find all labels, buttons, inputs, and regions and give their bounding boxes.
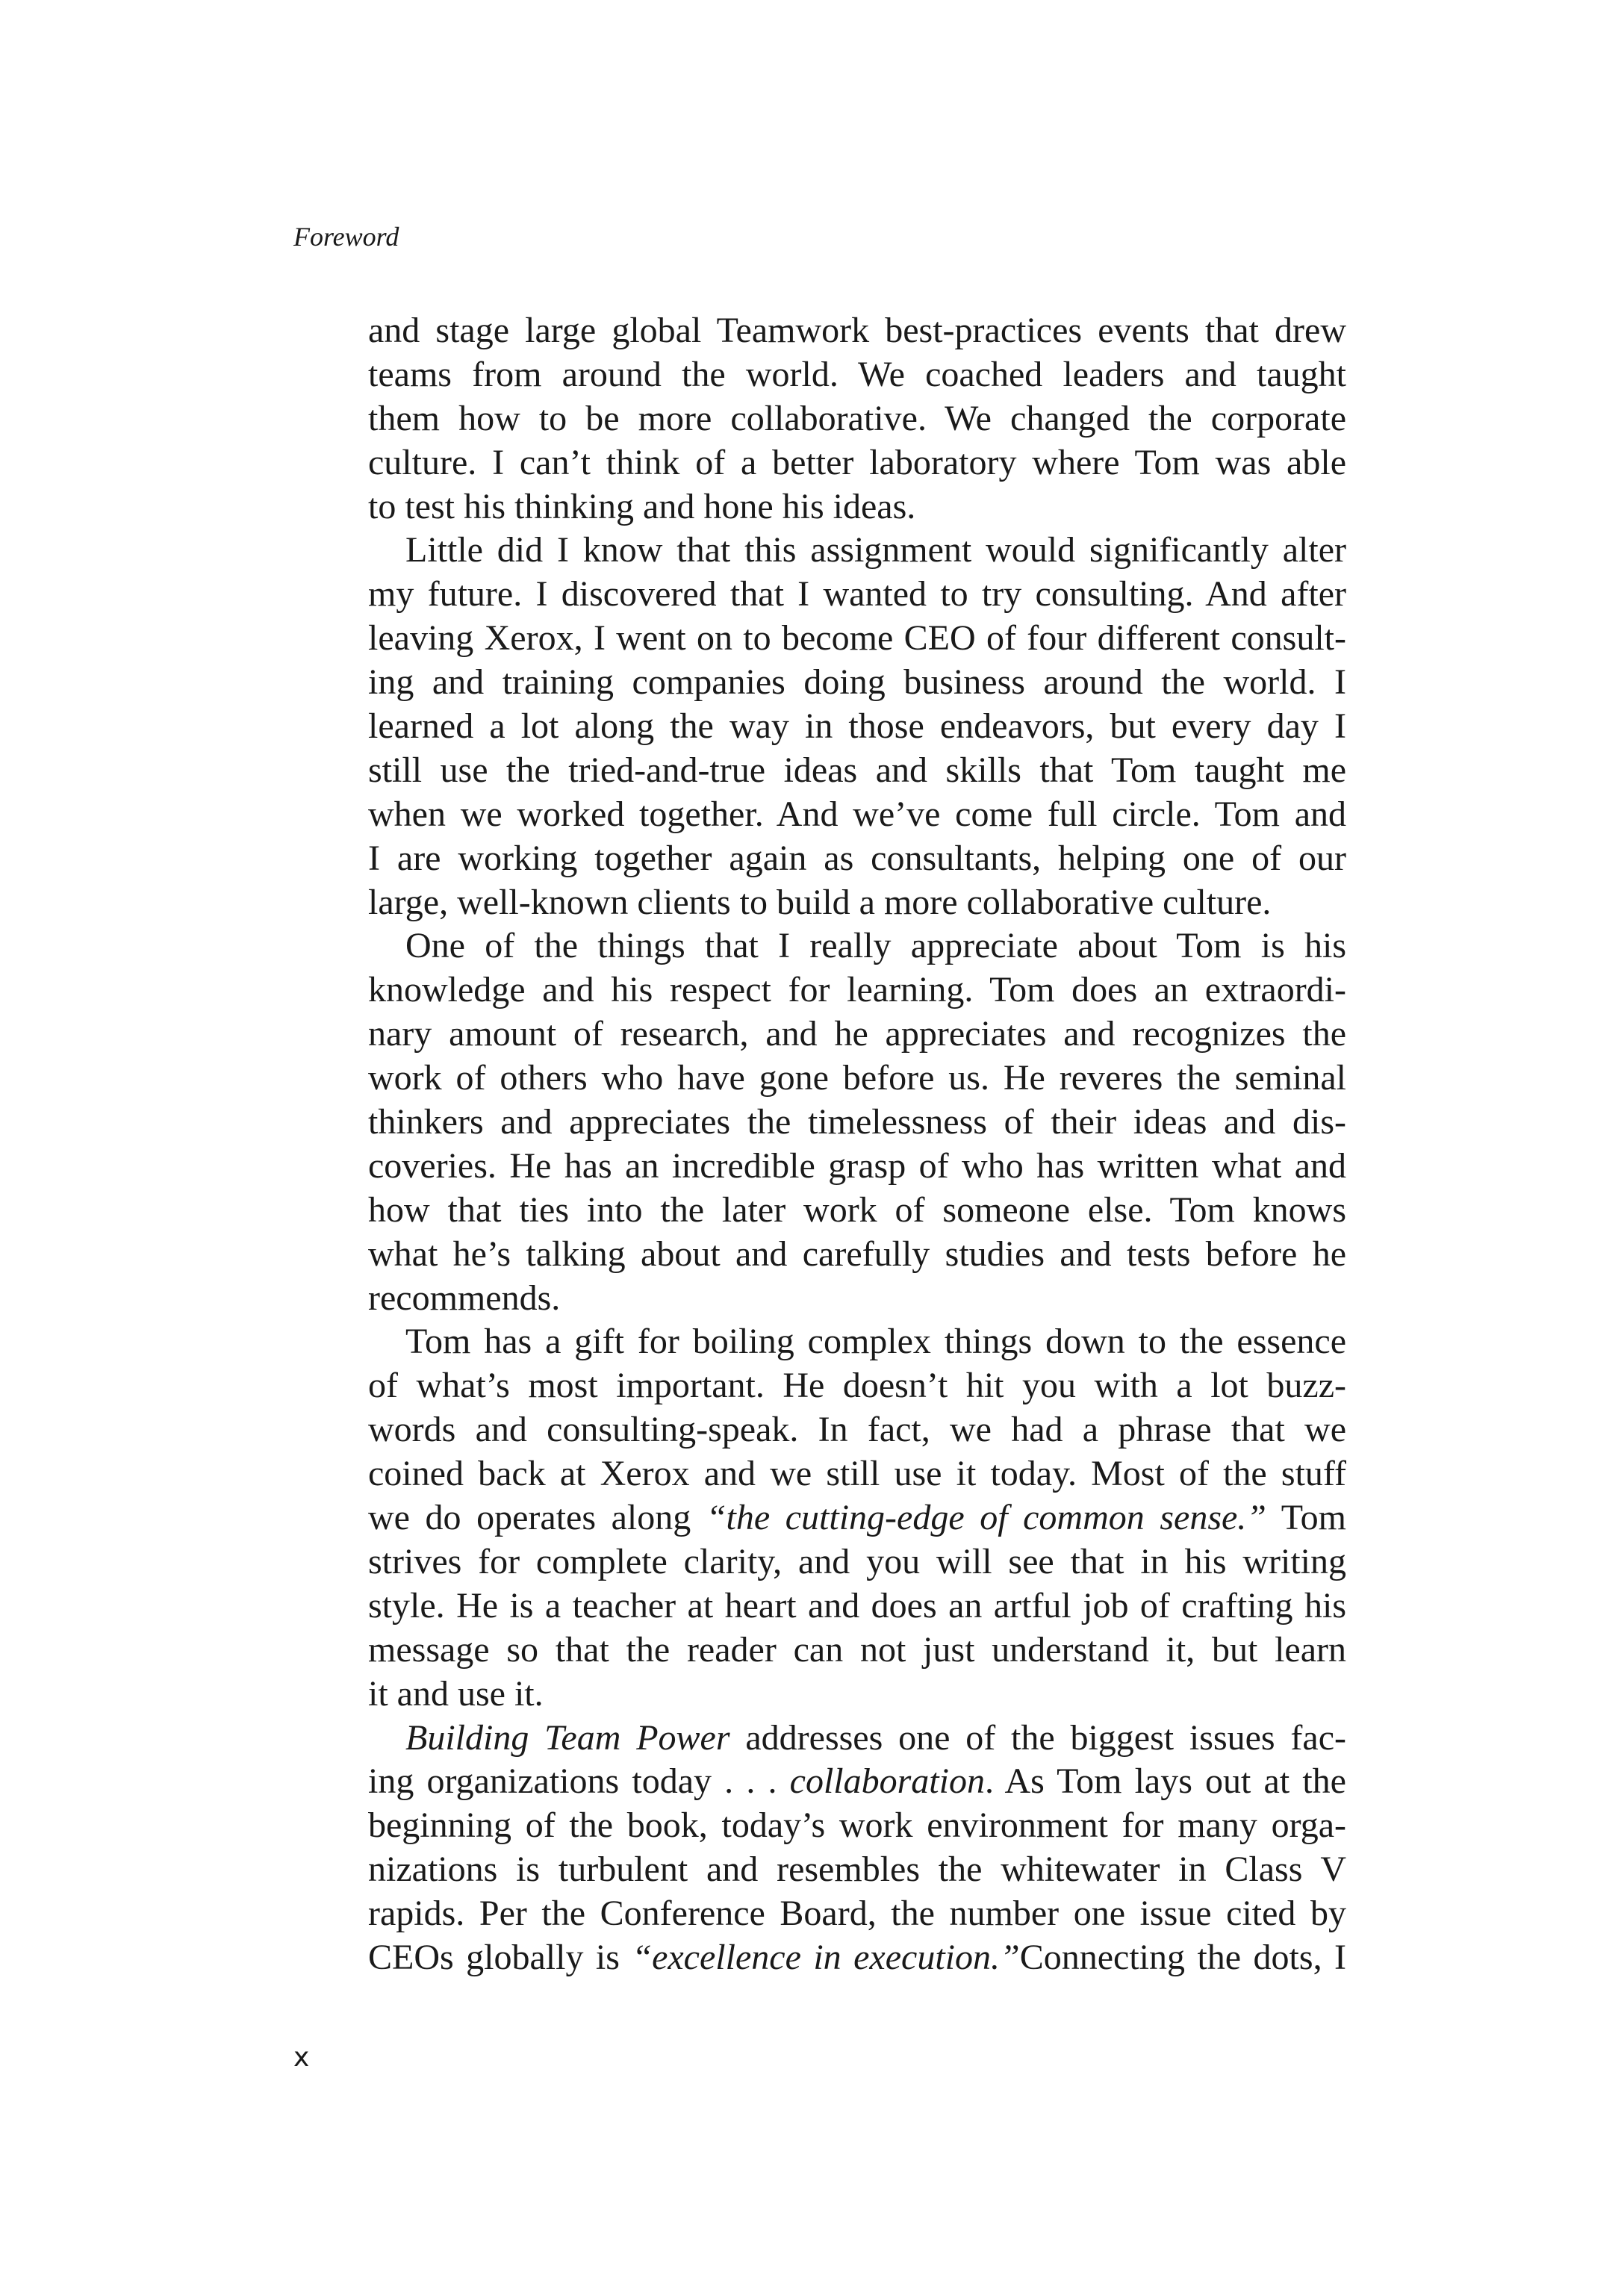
text-line	[368, 793, 1346, 837]
text-segment: beginning of the book, today’s work environment for many orga-	[368, 1805, 1346, 1846]
text-segment: how that ties into the later work of someone else. Tom knows	[368, 1189, 1346, 1230]
text-segment: learned a lot along the way in those endeavors, but every day I	[368, 706, 1346, 747]
text-line	[368, 1892, 1346, 1936]
text-line	[368, 441, 1346, 485]
text-line	[368, 617, 1346, 661]
text-line	[368, 881, 1346, 925]
text-segment: thinkers and appreciates the timelessness of their ideas and dis-	[368, 1102, 1346, 1142]
text-line	[368, 749, 1346, 793]
text-segment: of what’s most important. He doesn’t hit you with a lot buzz-	[368, 1366, 1346, 1406]
text-line	[368, 1804, 1346, 1848]
text-segment: what he’s talking about and carefully studies and tests before he	[368, 1233, 1346, 1274]
text-line	[368, 1496, 1346, 1540]
text-segment: my future. I discovered that I wanted to try consulting. And after	[368, 574, 1346, 615]
text-line	[368, 1717, 1346, 1761]
text-line	[368, 1101, 1346, 1145]
text-segment: words and consulting-speak. In fact, we had a phrase that we	[368, 1410, 1346, 1450]
text-segment: ing organizations today . . .	[368, 1761, 790, 1802]
text-segment: large, well-known clients to build a more collaborative culture.	[368, 882, 1272, 922]
text-line	[368, 1145, 1346, 1189]
text-line	[368, 1277, 1346, 1321]
text-segment: Connecting the dots, I	[1019, 1937, 1346, 1977]
text-line	[368, 353, 1346, 397]
text-segment: nizations is turbulent and resembles the whitewater in Class V	[368, 1849, 1346, 1890]
text-segment: culture. I can’t think of a better laboratory where Tom was able	[368, 442, 1346, 482]
text-segment: I are working together again as consultants, helping one of our	[368, 838, 1346, 878]
italic-text: Building Team Power	[405, 1717, 730, 1758]
text-segment: still use the tried-and-true ideas and skills that Tom taught me	[368, 750, 1346, 790]
running-head: Foreword	[293, 222, 399, 252]
text-segment: message so that the reader can not just understand it, but learn	[368, 1629, 1346, 1670]
text-segment: CEOs globally is	[368, 1937, 632, 1977]
text-segment: it and use it.	[368, 1673, 544, 1714]
text-line	[368, 1584, 1346, 1628]
text-line	[368, 1452, 1346, 1496]
text-segment: work of others who have gone before us. He reveres the seminal	[368, 1058, 1346, 1098]
text-segment: strives for complete clarity, and you will see that in his writing	[368, 1541, 1346, 1581]
page-number: x	[293, 2042, 310, 2073]
text-line	[368, 1760, 1346, 1804]
text-line	[368, 1540, 1346, 1584]
text-segment: recommends.	[368, 1278, 561, 1318]
text-segment: knowledge and his respect for learning. Tom does an extraordi-	[368, 970, 1346, 1010]
text-line	[368, 1057, 1346, 1101]
text-segment: . As Tom lays out at the	[984, 1761, 1346, 1802]
text-segment: Tom	[1266, 1498, 1347, 1538]
text-line	[368, 1189, 1346, 1233]
text-line	[368, 1320, 1346, 1364]
text-segment: Tom has a gift for boiling complex things down to the essence	[405, 1322, 1346, 1362]
text-line	[368, 309, 1346, 353]
text-segment: we do operates along	[368, 1498, 706, 1538]
text-segment: Little did I know that this assignment would significantly alter	[405, 530, 1346, 570]
text-line	[368, 968, 1346, 1012]
text-segment: ing and training companies doing business around the world. I	[368, 662, 1346, 703]
body-text	[368, 309, 1346, 1980]
italic-text: collaboration	[789, 1761, 985, 1802]
italic-text: “the cutting-edge of common sense.”	[706, 1498, 1266, 1538]
text-line	[368, 1673, 1346, 1717]
text-line	[368, 705, 1346, 749]
text-line	[368, 1364, 1346, 1408]
text-segment: style. He is a teacher at heart and does an artful job of crafting his	[368, 1585, 1346, 1625]
text-line	[368, 924, 1346, 968]
text-segment: One of the things that I really appreciate about Tom is his	[405, 926, 1346, 966]
text-line	[368, 529, 1346, 573]
italic-text: “excellence in execution.”	[632, 1937, 1020, 1977]
text-line	[368, 1936, 1346, 1980]
text-segment: when we worked together. And we’ve come full circle. Tom and	[368, 794, 1346, 834]
text-line	[368, 1848, 1346, 1892]
text-segment: rapids. Per the Conference Board, the number one issue cited by	[368, 1894, 1346, 1934]
text-line	[368, 573, 1346, 617]
text-segment: to test his thinking and hone his ideas.	[368, 486, 916, 526]
text-line	[368, 1408, 1346, 1452]
text-segment: teams from around the world. We coached leaders and taught	[368, 354, 1346, 394]
text-line	[368, 485, 1346, 529]
text-line	[368, 1628, 1346, 1673]
text-line	[368, 1012, 1346, 1057]
text-segment: nary amount of research, and he appreciates and recognizes the	[368, 1014, 1346, 1054]
text-segment: coined back at Xerox and we still use it today. Most of the stuff	[368, 1454, 1346, 1494]
text-segment: addresses one of the biggest issues fac-	[729, 1717, 1346, 1758]
text-segment: coveries. He has an incredible grasp of who has written what and	[368, 1145, 1346, 1186]
text-segment: them how to be more collaborative. We changed the corporate	[368, 398, 1346, 438]
text-line	[368, 1233, 1346, 1277]
text-line	[368, 837, 1346, 881]
text-segment: and stage large global Teamwork best-practices events that drew	[368, 311, 1346, 350]
text-segment: leaving Xerox, I went on to become CEO of four different consult-	[368, 618, 1346, 659]
text-line	[368, 661, 1346, 705]
text-line	[368, 397, 1346, 441]
